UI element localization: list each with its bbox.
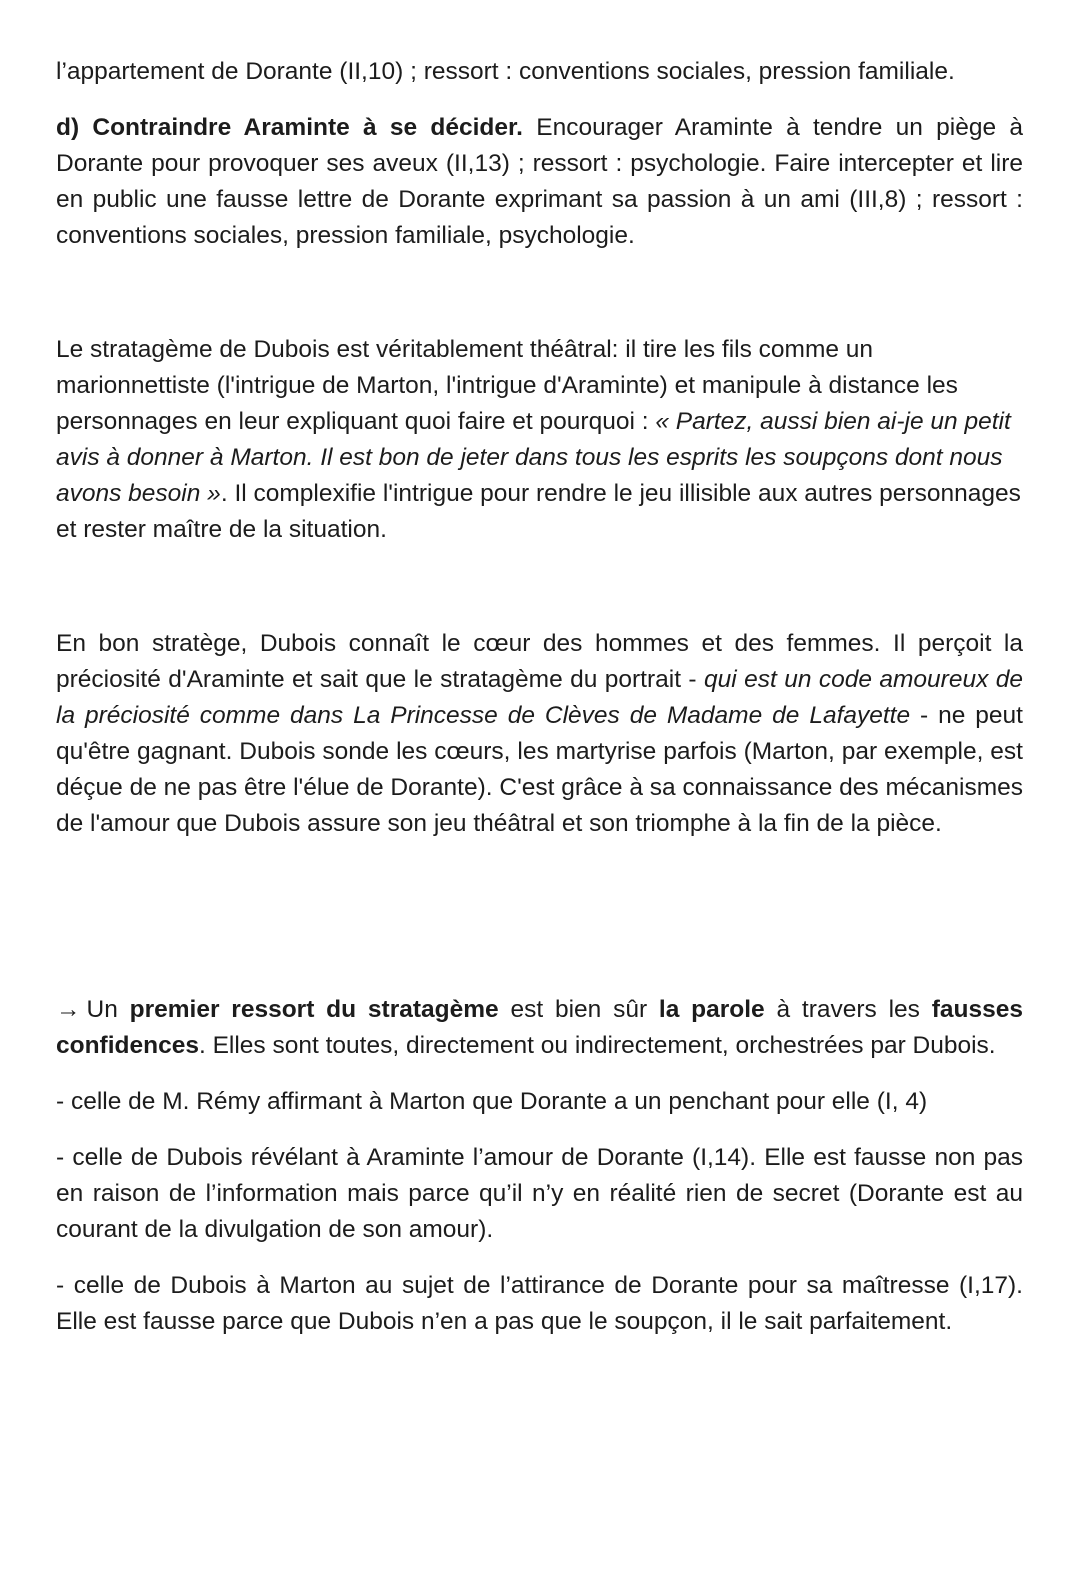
stratege-italic-aside: qui est un code amoureux de la préciosité comme dans La Princesse de Clèves de Madame de Lafayette [56,666,1023,729]
stratageme-text-before: Le stratagème de Dubois est véritablement théâtral: il tire les fils comme un marionnettiste (l'intrigue de Marton, l'intrigue d'Araminte) et manipule à distance les personnages en leur expliquant quoi faire et pourquoi : [56,336,958,435]
ressort-bold-2: la parole [658,996,765,1023]
section-d-text: Encourager Araminte à tendre un piège à Dorante pour provoquer ses aveux (II,13) ; ressort : psychologie. Faire intercepter et lire en public une fausse lettre de Dorante exprimant sa passion à un ami (III,8) ; ressort : conventions sociales, pression familiale, psychologie. [56,114,1023,249]
document-page [56,54,1023,1340]
ressort-text-3: à travers les [764,996,932,1023]
ressort-text-4: . Elles sont toutes, directement ou indirectement, orchestrées par Dubois. [198,1032,996,1059]
list-item-dubois-araminte: - celle de Dubois révélant à Araminte l’amour de Dorante (I,14). Elle est fausse non pas en raison de l’information mais parce qu’il n’y en réalité rien de secret (Dorante est au courant de la divulgation de son amour). [56,1144,1023,1243]
stratageme-quote: « Partez, aussi bien ai-je un petit avis à donner à Marton. Il est bon de jeter dans tous les esprits les soupçons dont nous avons besoin » [56,408,1011,507]
arrow-right-icon: → [56,996,81,1023]
ressort-bold-1: premier ressort du stratagème [129,996,499,1023]
paragraph-continuation: l’appartement de Dorante (II,10) ; ressort : conventions sociales, pression familiale. [56,58,955,85]
list-item-remy: - celle de M. Rémy affirmant à Marton que Dorante a un penchant pour elle (I, 4) [56,1088,928,1115]
section-d-heading: d) Contraindre Araminte à se décider. [56,114,523,141]
paragraph-section-d [56,110,1023,254]
list-item-dubois-marton: - celle de Dubois à Marton au sujet de l’attirance de Dorante pour sa maîtresse (I,17). Elle est fausse parce que Dubois n’en a pas que le soupçon, il le sait parfaitement. [56,1272,1023,1335]
ressort-text-2: est bien sûr [498,996,659,1023]
ressort-text-1: Un [86,996,130,1023]
paragraph-premier-ressort [56,992,1023,1064]
stratege-text-after: - ne peut qu'être gagnant. Dubois sonde les cœurs, les martyrise parfois (Marton, par exemple, est déçue de ne pas être l'élue de Dorante). C'est grâce à sa connaissance des mécanismes de l'amour que Dubois assure son jeu théâtral et son triomphe à la fin de la pièce. [56,702,1023,837]
stratageme-text-after: . Il complexifie l'intrigue pour rendre le jeu illisible aux autres personnages et rester maître de la situation. [56,480,1021,543]
ressort-bold-3: fausses confidences [56,996,1023,1059]
stratege-text-before: En bon stratège, Dubois connaît le cœur des hommes et des femmes. Il perçoit la préciosité d'Araminte et sait que le stratagème du portrait - [56,630,1023,693]
paragraph-bon-stratege [56,626,1023,842]
paragraph-stratageme-theatral [56,332,1023,548]
